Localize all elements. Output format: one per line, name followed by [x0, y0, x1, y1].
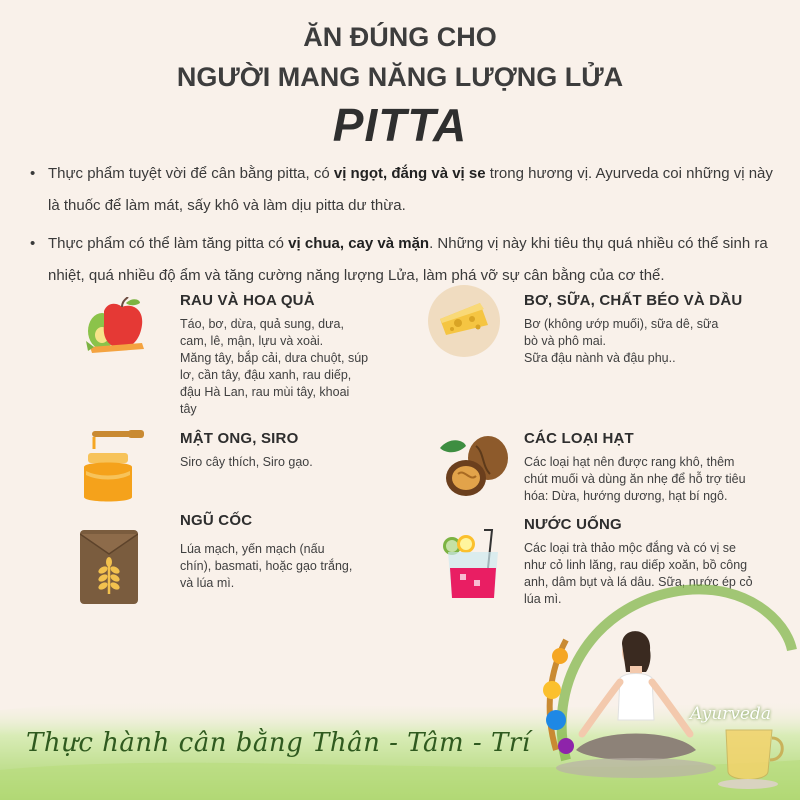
section-nuts-title: CÁC LOẠI HẠT	[524, 430, 634, 447]
title-line-1: ĂN ĐÚNG CHO	[303, 22, 497, 52]
section-dairy-title: BƠ, SỮA, CHẤT BÉO VÀ DẦU	[524, 292, 743, 309]
walnut-icon	[436, 432, 512, 500]
section-grains	[180, 512, 410, 592]
section-drinks-line: như cỏ linh lăng, rau diếp xoăn, bồ công	[524, 558, 748, 572]
bullet-1-text-a: Thực phẩm tuyệt vời để cân bằng pitta, có	[48, 165, 334, 182]
section-nuts-line: hóa: Dừa, hướng dương, hạt bí ngô.	[524, 489, 728, 503]
section-drinks-line: anh, dâm bụt và lá dâu. Sữa, nước ép cỏ	[524, 575, 753, 589]
section-honey-line: Siro cây thích, Siro gạo.	[180, 455, 313, 469]
section-grains-title: NGŨ CỐC	[180, 512, 253, 529]
honey-jar-icon	[78, 427, 148, 507]
section-fruits-line: lơ, cần tây, đậu xanh, rau diếp,	[180, 368, 352, 382]
section-fruits	[180, 292, 410, 418]
section-drinks-title: NƯỚC UỐNG	[524, 516, 622, 533]
bullet-1-text-b: trong hương vị. Ayurveda coi những vị này là thuốc để làm mát, sấy khô và làm dịu pitta dư thừa.	[48, 165, 773, 214]
title-pitta: PITTA	[332, 99, 468, 151]
section-dairy-line: bò và phô mai.	[524, 334, 606, 348]
cheese-icon	[428, 285, 500, 357]
section-nuts-line: chút muối và dùng ăn nhẹ để hỗ trợ tiêu	[524, 472, 746, 486]
brand-ayurveda: Ayurveda	[690, 704, 771, 724]
bullet-2-text-a: Thực phẩm có thể làm tăng pitta có	[48, 235, 289, 252]
yoga-woman-illustration	[536, 560, 800, 800]
section-grains-line: chín), basmati, hoặc gạo trắng,	[180, 559, 353, 573]
section-dairy-line: Bơ (không ướp muối), sữa dê, sữa	[524, 317, 719, 331]
fruit-basket-icon	[82, 297, 152, 359]
bullet-dot: •	[30, 165, 36, 182]
section-honey	[180, 430, 410, 471]
section-drinks-line: Các loại trà thảo mộc đắng và có vị se	[524, 541, 736, 555]
drink-glass-icon	[440, 528, 506, 600]
bullet-1-bold: vị ngọt, đắng và vị se	[333, 165, 486, 182]
section-fruits-line: cam, lê, mận, lựu và xoài.	[180, 334, 324, 348]
section-fruits-line: tây	[180, 402, 197, 416]
section-dairy-line: Sữa đậu nành và đậu phụ..	[524, 351, 676, 365]
bullet-2-text-b: . Những vị này khi tiêu thụ quá nhiều có thể sinh ra nhiệt, quá nhiều độ ẩm và tăng cường năng lượng Lửa, làm phá vỡ sự cân bằng của cơ thể.	[48, 235, 768, 284]
bullet-2-bold: vị chua, cay và mặn	[288, 235, 430, 252]
section-dairy	[524, 292, 784, 367]
section-nuts	[524, 430, 786, 505]
intro-bullets	[28, 158, 780, 292]
section-honey-title: MẬT ONG, SIRO	[180, 430, 299, 447]
section-grains-line: Lúa mạch, yến mạch (nấu	[180, 542, 325, 556]
section-fruits-line: Măng tây, bắp cải, dưa chuột, súp	[180, 351, 369, 365]
grain-sack-icon	[80, 530, 138, 604]
section-fruits-line: Táo, bơ, dừa, quả sung, dưa,	[180, 317, 344, 331]
bullet-2	[28, 228, 780, 292]
section-fruits-line: đậu Hà Lan, rau mùi tây, khoai	[180, 385, 350, 399]
section-fruits-title: RAU VÀ HOA QUẢ	[180, 292, 315, 309]
title-line-2: NGƯỜI MANG NĂNG LƯỢNG LỬA	[176, 62, 624, 92]
bullet-1	[28, 158, 780, 222]
section-drinks-line: lúa mì.	[524, 592, 562, 606]
section-grains-line: và lúa mì.	[180, 576, 235, 590]
section-nuts-line: Các loại hạt nên được rang khô, thêm	[524, 455, 735, 469]
bullet-dot: •	[30, 235, 36, 252]
footer-slogan: Thực hành cân bằng Thân - Tâm - Trí	[26, 728, 531, 758]
